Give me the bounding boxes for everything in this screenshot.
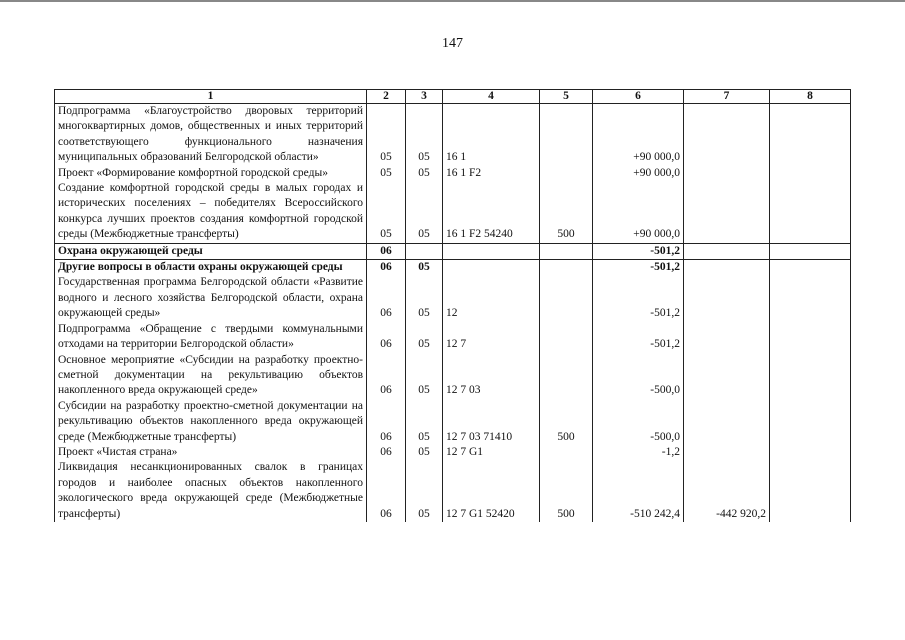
- row-amount-2: [684, 275, 770, 321]
- row-expense-type: [540, 353, 593, 399]
- row-amount-3: [770, 104, 851, 166]
- row-subsection-code: [406, 243, 443, 259]
- row-target-code: [443, 260, 540, 276]
- row-expense-type: [540, 104, 593, 166]
- row-amount-3: [770, 243, 851, 259]
- row-description: Проект «Чистая страна»: [55, 445, 367, 460]
- header-cell: 8: [770, 90, 851, 104]
- row-target-code: [443, 243, 540, 259]
- row-amount: -500,0: [593, 399, 684, 445]
- row-expense-type: [540, 166, 593, 181]
- row-amount-3: [770, 353, 851, 399]
- row-section-code: 06: [367, 353, 406, 399]
- header-cell: 6: [593, 90, 684, 104]
- row-expense-type: [540, 445, 593, 460]
- row-expense-type: [540, 275, 593, 321]
- row-expense-type: [540, 322, 593, 353]
- row-amount-3: [770, 181, 851, 243]
- row-amount-3: [770, 460, 851, 522]
- row-subsection-code: 05: [406, 460, 443, 522]
- table-row: [55, 104, 851, 166]
- table-row: [55, 275, 851, 321]
- row-section-code: 06: [367, 460, 406, 522]
- table-row: [55, 322, 851, 353]
- row-target-code: 12 7: [443, 322, 540, 353]
- row-subsection-code: 05: [406, 399, 443, 445]
- table-row: [55, 166, 851, 181]
- row-amount-3: [770, 399, 851, 445]
- row-section-code: 05: [367, 166, 406, 181]
- row-amount: -500,0: [593, 353, 684, 399]
- row-description: Подпрограмма «Благоустройство дворовых территорий многоквартирных домов, общественных и иных территорий соответствующего функционального назначения муниципальных образований Белгородской области»: [55, 104, 367, 166]
- header-cell: 4: [443, 90, 540, 104]
- row-amount: -501,2: [593, 260, 684, 276]
- row-section-code: 06: [367, 399, 406, 445]
- row-amount: +90 000,0: [593, 181, 684, 243]
- row-description: Другие вопросы в области охраны окружающей среды: [55, 260, 367, 276]
- row-section-code: 06: [367, 275, 406, 321]
- row-amount-2: [684, 445, 770, 460]
- row-amount: +90 000,0: [593, 166, 684, 181]
- table-row: [55, 399, 851, 445]
- row-expense-type: 500: [540, 460, 593, 522]
- top-edge-line: [0, 0, 905, 2]
- table-row: [55, 260, 851, 276]
- table-row: [55, 445, 851, 460]
- row-expense-type: [540, 243, 593, 259]
- row-amount-3: [770, 260, 851, 276]
- table-row: [55, 243, 851, 259]
- row-amount-2: [684, 322, 770, 353]
- table-row: [55, 181, 851, 243]
- budget-table: [54, 89, 851, 522]
- row-description: Ликвидация несанкционированных свалок в границах городов и наиболее опасных объектов накопленного экологического вреда окружающей среде (Межбюджетные трансферты): [55, 460, 367, 522]
- header-cell: 3: [406, 90, 443, 104]
- row-amount: -1,2: [593, 445, 684, 460]
- row-description: Создание комфортной городской среды в малых городах и исторических поселениях – победителях Всероссийского конкурса лучших проектов создания комфортной городской среды (Межбюджетные трансферты): [55, 181, 367, 243]
- row-section-code: 06: [367, 322, 406, 353]
- row-target-code: 16 1 F2 54240: [443, 181, 540, 243]
- row-subsection-code: 05: [406, 104, 443, 166]
- row-amount-2: [684, 181, 770, 243]
- row-subsection-code: 05: [406, 445, 443, 460]
- row-amount-2: [684, 353, 770, 399]
- row-description: Субсидии на разработку проектно-сметной документации на рекультивацию объектов накопленного вреда окружающей среде (Межбюджетные трансферты): [55, 399, 367, 445]
- row-target-code: 16 1: [443, 104, 540, 166]
- row-target-code: 12 7 03: [443, 353, 540, 399]
- row-description: Охрана окружающей среды: [55, 243, 367, 259]
- row-amount: -501,2: [593, 322, 684, 353]
- row-section-code: 06: [367, 243, 406, 259]
- row-amount-3: [770, 445, 851, 460]
- row-target-code: 12 7 03 71410: [443, 399, 540, 445]
- row-expense-type: 500: [540, 399, 593, 445]
- page-number: 147: [442, 36, 463, 51]
- row-target-code: 16 1 F2: [443, 166, 540, 181]
- header-cell: 7: [684, 90, 770, 104]
- row-amount: -501,2: [593, 275, 684, 321]
- row-subsection-code: 05: [406, 353, 443, 399]
- row-subsection-code: 05: [406, 166, 443, 181]
- header-cell: 5: [540, 90, 593, 104]
- header-cell: 1: [55, 90, 367, 104]
- header-cell: 2: [367, 90, 406, 104]
- row-amount-2: [684, 166, 770, 181]
- row-section-code: 06: [367, 445, 406, 460]
- row-expense-type: [540, 260, 593, 276]
- row-amount-2: [684, 104, 770, 166]
- row-amount-2: [684, 260, 770, 276]
- row-subsection-code: 05: [406, 181, 443, 243]
- table-header-row: [55, 90, 851, 104]
- row-amount-3: [770, 275, 851, 321]
- row-amount-2: [684, 399, 770, 445]
- row-subsection-code: 05: [406, 322, 443, 353]
- row-expense-type: 500: [540, 181, 593, 243]
- row-section-code: 06: [367, 260, 406, 276]
- row-description: Проект «Формирование комфортной городской среды»: [55, 166, 367, 181]
- row-amount-2: -442 920,2: [684, 460, 770, 522]
- row-section-code: 05: [367, 181, 406, 243]
- row-amount: -510 242,4: [593, 460, 684, 522]
- row-target-code: 12 7 G1: [443, 445, 540, 460]
- row-subsection-code: 05: [406, 260, 443, 276]
- row-amount-3: [770, 166, 851, 181]
- row-target-code: 12 7 G1 52420: [443, 460, 540, 522]
- row-amount: +90 000,0: [593, 104, 684, 166]
- row-subsection-code: 05: [406, 275, 443, 321]
- row-section-code: 05: [367, 104, 406, 166]
- row-amount-3: [770, 322, 851, 353]
- row-target-code: 12: [443, 275, 540, 321]
- table-row: [55, 353, 851, 399]
- row-description: Подпрограмма «Обращение с твердыми коммунальными отходами на территории Белгородской области»: [55, 322, 367, 353]
- row-description: Государственная программа Белгородской области «Развитие водного и лесного хозяйства Белгородской области, охрана окружающей среды»: [55, 275, 367, 321]
- row-amount-2: [684, 243, 770, 259]
- table-row: [55, 460, 851, 522]
- row-description: Основное мероприятие «Субсидии на разработку проектно-сметной документации на рекультивацию объектов накопленного вреда окружающей среде»: [55, 353, 367, 399]
- row-amount: -501,2: [593, 243, 684, 259]
